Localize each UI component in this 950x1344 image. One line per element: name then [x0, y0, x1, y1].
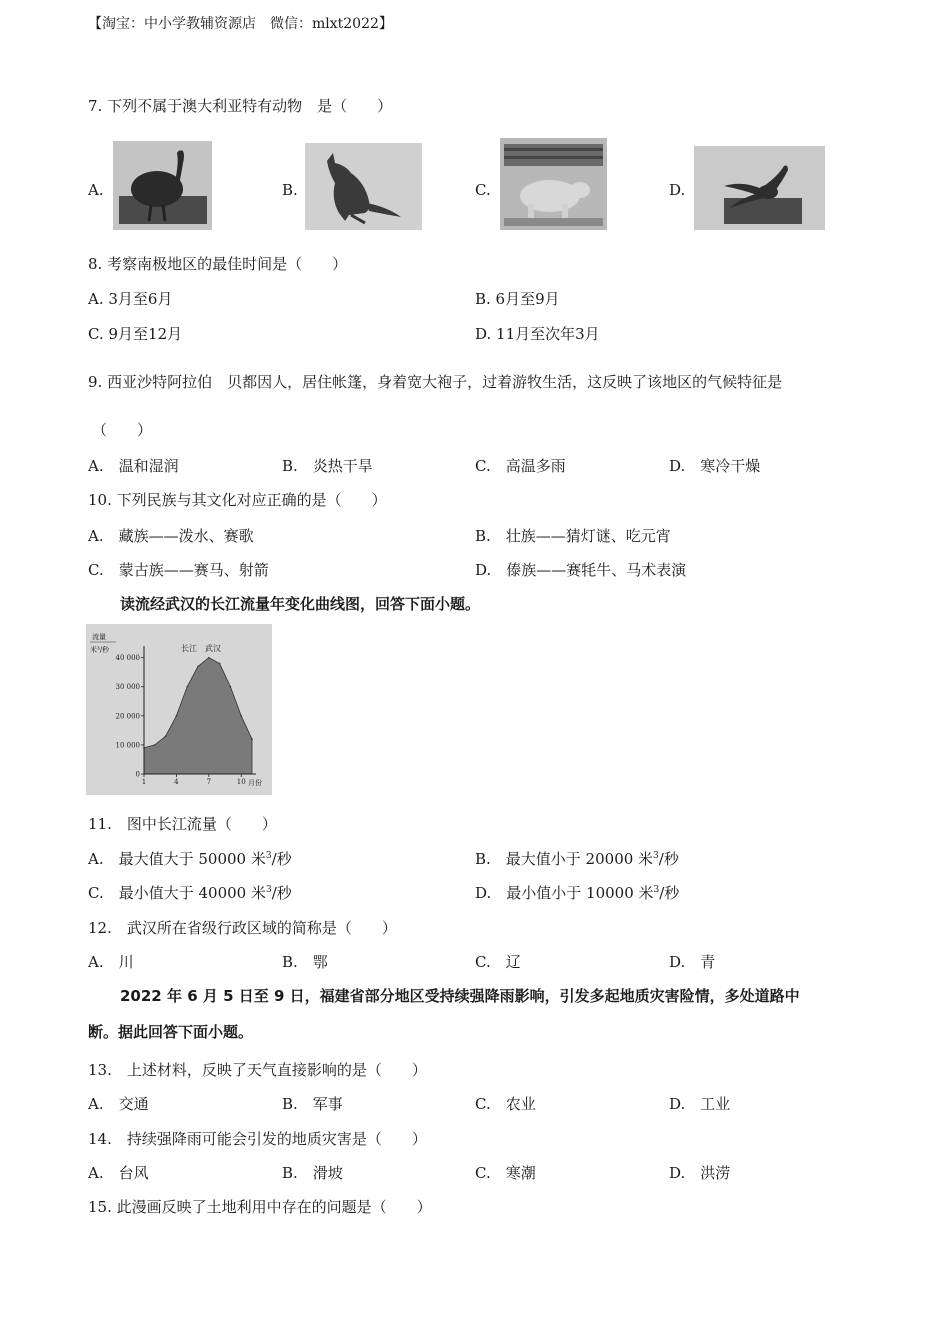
chart-point-7 [208, 657, 210, 659]
q7-polar-bear-image [500, 138, 607, 230]
chart-point-11 [251, 738, 253, 740]
chart-xtick-label-7: 7 [206, 778, 212, 786]
q14-option-b[interactable]: B. 滑坡 [282, 1164, 343, 1182]
chart-ytick-label-30000: 30 000 [115, 683, 140, 692]
chart-flow-area [144, 658, 252, 774]
chart-xlabel: 月份 [248, 779, 262, 787]
chart-ylabel: 流量 [92, 633, 106, 641]
material-intro-chart: 读流经武汉的长江流量年变化曲线图，回答下面小题。 [120, 595, 481, 613]
q7-option-c-label[interactable]: C. [475, 181, 491, 199]
chart-point-9 [230, 686, 232, 688]
q12-option-d[interactable]: D. 青 [669, 953, 716, 971]
q8-option-b[interactable]: B. 6月至9月 [475, 290, 560, 308]
flow-chart-svg [86, 624, 272, 795]
q12-option-b[interactable]: B. 鄂 [282, 953, 328, 971]
chart-xtick-label-4: 4 [174, 778, 179, 786]
chart-point-4 [176, 715, 178, 717]
q11-option-b-text: B. 最大值小于 20000 米 [475, 850, 654, 868]
q13-option-a[interactable]: A. 交通 [88, 1095, 149, 1113]
q7-lyrebird-image [694, 146, 825, 230]
chart-ytick-label-20000: 20 000 [115, 712, 140, 721]
q11-option-d-sup: 3 [653, 885, 660, 895]
q10-option-b[interactable]: B. 壮族——猜灯谜、吃元宵 [475, 527, 671, 545]
q11-option-c-unit: /秒 [271, 884, 292, 902]
flow-chart-figure [86, 624, 272, 795]
q8-option-c[interactable]: C. 9月至12月 [88, 325, 183, 343]
material-intro-rain-line1: 2022 年 6 月 5 日至 9 日，福建省部分地区受持续强降雨影响，引发多起地质灾害险情，多处道路中 [120, 987, 800, 1005]
q11-option-c-text: C. 最小值大于 40000 米 [88, 884, 266, 902]
q11-option-d[interactable] [475, 882, 679, 903]
q11-option-c-sup: 3 [265, 885, 272, 895]
chart-title: 长江 武汉 [181, 644, 221, 653]
question-9-paren: （ ） [92, 421, 153, 439]
q11-option-c[interactable] [88, 882, 292, 903]
q10-option-d[interactable]: D. 傣族——赛牦牛、马术表演 [475, 561, 687, 579]
chart-yunit: 米³/秒 [90, 646, 110, 654]
q11-option-a-unit: /秒 [271, 850, 292, 868]
q8-option-d[interactable]: D. 11月至次年3月 [475, 325, 600, 343]
question-9-stem: 9. 西亚沙特阿拉伯 贝都因人，居住帐篷，身着宽大袍子，过着游牧生活，这反映了该地区的气候特征是 [88, 373, 783, 391]
chart-ytick-label-40000: 40 000 [115, 654, 140, 663]
question-7-stem: 7. 下列不属于澳大利亚特有动物 是（ ） [88, 97, 393, 115]
q11-option-b-unit: /秒 [658, 850, 679, 868]
q11-option-d-unit: /秒 [659, 884, 680, 902]
q10-option-c[interactable]: C. 蒙古族——赛马、射箭 [88, 561, 269, 579]
q9-option-c[interactable]: C. 高温多雨 [475, 457, 566, 475]
q11-option-b[interactable] [475, 848, 679, 869]
q11-option-b-sup: 3 [653, 851, 659, 861]
q7-option-b-label[interactable]: B. [282, 181, 298, 199]
material-intro-rain-line2: 断。据此回答下面小题。 [88, 1023, 254, 1041]
q11-option-a[interactable] [88, 848, 292, 869]
chart-point-5 [186, 686, 188, 688]
chart-point-8 [219, 663, 221, 665]
q11-option-a-sup: 3 [265, 851, 272, 861]
chart-point-6 [197, 666, 199, 668]
question-11-stem: 11. 图中长江流量（ ） [88, 815, 277, 833]
question-12-stem: 12. 武汉所在省级行政区域的简称是（ ） [88, 919, 397, 937]
chart-xtick-label-10: 10 [236, 778, 246, 786]
question-14-stem: 14. 持续强降雨可能会引发的地质灾害是（ ） [88, 1130, 427, 1148]
q13-option-b[interactable]: B. 军事 [282, 1095, 343, 1113]
chart-ytick-label-10000: 10 000 [115, 741, 140, 750]
question-15-stem: 15. 此漫画反映了土地利用中存在的问题是（ ） [88, 1198, 432, 1216]
q12-option-a[interactable]: A. 川 [88, 953, 134, 971]
q9-option-b[interactable]: B. 炎热干旱 [282, 457, 373, 475]
chart-xtick-label-1: 1 [141, 778, 147, 786]
q7-option-a-label[interactable]: A. [88, 181, 104, 199]
q10-option-a[interactable]: A. 藏族——泼水、赛歌 [88, 527, 254, 545]
question-8-stem: 8. 考察南极地区的最佳时间是（ ） [88, 255, 348, 273]
chart-point-2 [154, 744, 156, 746]
q9-option-a[interactable]: A. 温和湿润 [88, 457, 179, 475]
q12-option-c[interactable]: C. 辽 [475, 953, 521, 971]
q8-option-a[interactable]: A. 3月至6月 [88, 290, 173, 308]
q11-option-d-text: D. 最小值小于 10000 米 [475, 884, 654, 902]
chart-ytick-label-0: 0 [135, 770, 140, 779]
question-10-stem: 10. 下列民族与其文化对应正确的是（ ） [88, 491, 387, 509]
question-13-stem: 13. 上述材料，反映了天气直接影响的是（ ） [88, 1061, 427, 1079]
q13-option-d[interactable]: D. 工业 [669, 1095, 731, 1113]
q7-kangaroo-image [305, 143, 422, 230]
page-header: 【淘宝：中小学教辅资源店 微信：mlxt2022】 [88, 16, 393, 32]
q7-emu-image [113, 141, 212, 230]
chart-point-3 [165, 735, 167, 737]
q11-option-a-text: A. 最大值大于 50000 米 [88, 850, 266, 868]
q13-option-c[interactable]: C. 农业 [475, 1095, 536, 1113]
q14-option-d[interactable]: D. 洪涝 [669, 1164, 731, 1182]
q9-option-d[interactable]: D. 寒冷干燥 [669, 457, 761, 475]
chart-point-10 [240, 715, 242, 717]
q14-option-c[interactable]: C. 寒潮 [475, 1164, 536, 1182]
q14-option-a[interactable]: A. 台风 [88, 1164, 149, 1182]
q7-option-d-label[interactable]: D. [669, 181, 686, 199]
